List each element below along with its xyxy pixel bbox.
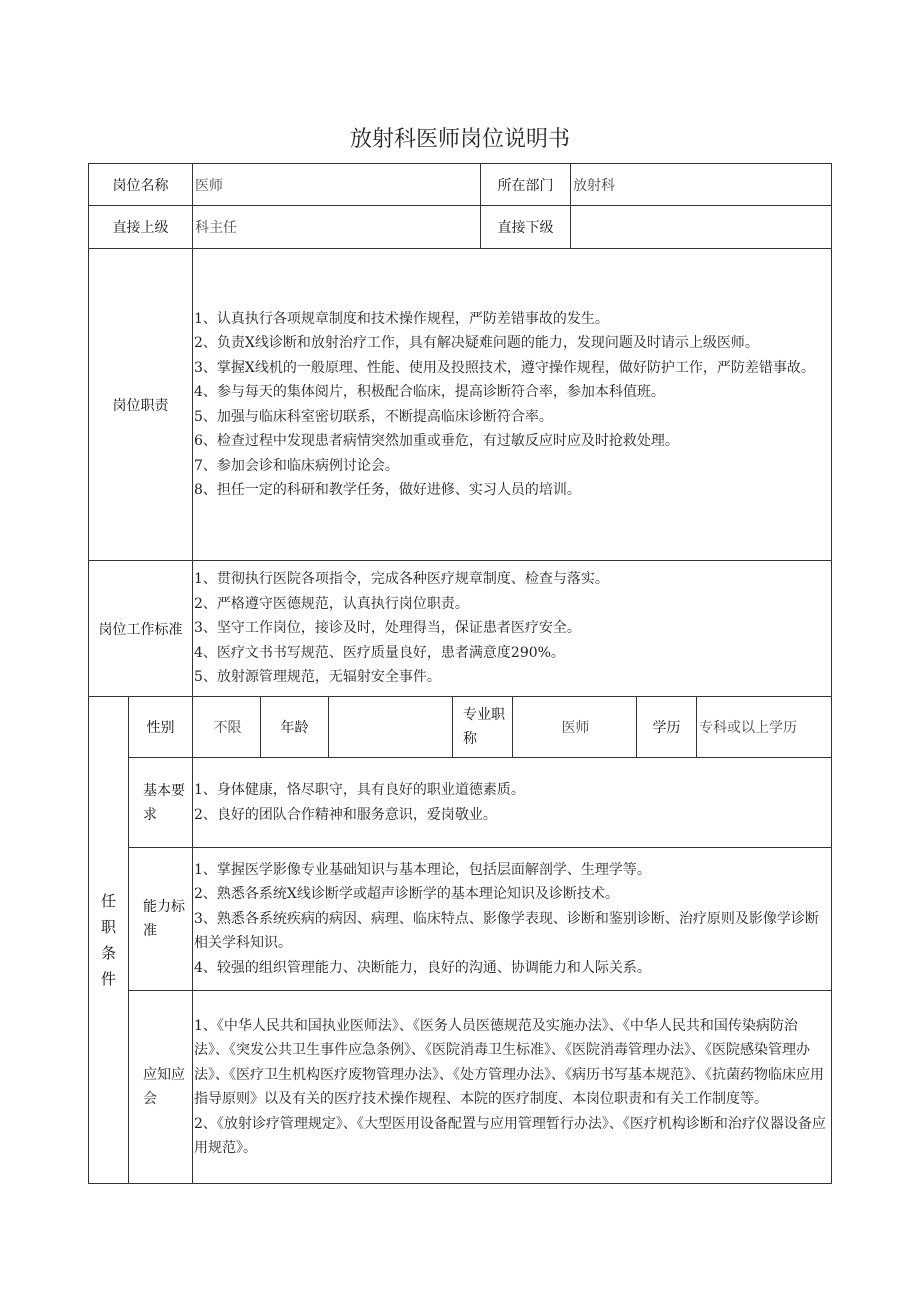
subordinate-value <box>570 205 832 249</box>
title-label: 专业职称 <box>452 696 513 758</box>
duty-item: 7、参加会诊和临床病例讨论会。 <box>194 457 399 474</box>
qualifications-label <box>88 696 129 1184</box>
duty-item: 6、检查过程中发现患者病情突然加重或垂危，有过敏反应时应及时抢救处理。 <box>194 433 679 449</box>
document-title: 放射科医师岗位说明书 <box>349 127 570 152</box>
gender-value: 不限 <box>192 696 261 758</box>
title-value: 医师 <box>512 696 637 758</box>
position-label: 岗位名称 <box>88 163 193 206</box>
subordinate-label: 直接下级 <box>480 205 571 249</box>
position-value: 医师 <box>192 163 481 206</box>
knowledge-label: 应知应会 <box>128 990 193 1184</box>
dept-label: 所在部门 <box>480 163 571 206</box>
duties-label: 岗位职责 <box>88 248 193 561</box>
edu-value: 专科或以上学历 <box>696 696 832 758</box>
ability-item: 4、较强的组织管理能力、决断能力，良好的沟通、协调能力和人际关系。 <box>194 959 651 976</box>
superior-value: 科主任 <box>192 205 481 249</box>
standard-item: 3、坚守工作岗位，接诊及时，处理得当，保证患者医疗安全。 <box>194 620 581 637</box>
standard-item: 2、严格遵守医德规范，认真执行岗位职责。 <box>194 595 469 612</box>
standard-item: 5、放射源管理规范，无辐射安全事件。 <box>194 669 441 686</box>
edu-label: 学历 <box>636 696 697 758</box>
standards-list <box>192 560 832 697</box>
ability-list <box>192 847 832 991</box>
basic-list <box>192 757 832 848</box>
age-label: 年龄 <box>260 696 329 758</box>
qual-char: 条 <box>100 944 116 962</box>
age-value <box>328 696 453 758</box>
duty-item: 3、掌握X线机的一般原理、性能、使用及投照技术，遵守操作规程，做好防护工作，严防差错事故。 <box>194 359 815 376</box>
ability-item: 2、熟悉各系统X线诊断学或超声诊断学的基本理论知识及诊断技术。 <box>194 886 619 903</box>
gender-label: 性别 <box>128 696 193 758</box>
qual-char: 任 <box>100 892 116 910</box>
basic-label: 基本要求 <box>128 757 193 848</box>
basic-item: 1、身体健康，恪尽职守，具有良好的职业道德素质。 <box>194 782 525 798</box>
qual-char: 职 <box>100 918 116 936</box>
knowledge-list <box>192 990 832 1184</box>
standard-item: 1、贯彻执行医院各项指令，完成各种医疗规章制度、检查与落实。 <box>194 571 609 588</box>
ability-item: 1、掌握医学影像专业基础知识与基本理论，包括层面解剖学、生理学等。 <box>194 861 651 878</box>
dept-value: 放射科 <box>570 163 832 206</box>
standards-label: 岗位工作标准 <box>88 560 193 697</box>
ability-label: 能力标准 <box>128 847 193 991</box>
ability-item: 3、熟悉各系统疾病的病因、病理、临床特点、影像学表现、诊断和鉴别诊断、治疗原则及影像学诊断相关学科知识。 <box>194 910 819 952</box>
duty-item: 8、担任一定的科研和教学任务，做好进修、实习人员的培训。 <box>194 482 581 498</box>
duty-item: 4、参与每天的集体阅片，积极配合临床，提高诊断符合率，参加本科值班。 <box>194 384 665 400</box>
duty-item: 2、负责X线诊断和放射治疗工作，具有解决疑难问题的能力，发现问题及时请示上级医师。 <box>194 335 759 351</box>
knowledge-item: 2、《放射诊疗管理规定》、《大型医用设备配置与应用管理暂行办法》、《医疗机构诊断和治疗仪器设备应用规范》。 <box>194 1115 826 1156</box>
duty-item: 1、认真执行各项规章制度和技术操作规程，严防差错事故的发生。 <box>194 310 609 327</box>
qual-char: 件 <box>100 970 116 988</box>
standard-item: 4、医疗文书书写规范、医疗质量良好，患者满意度290%。 <box>194 644 565 661</box>
duty-item: 5、加强与临床科室密切联系，不断提高临床诊断符合率。 <box>194 408 553 425</box>
duties-list <box>192 248 832 561</box>
knowledge-item: 1、《中华人民共和国执业医师法》、《医务人员医德规范及实施办法》、《中华人民共和国传染病防治法》、《突发公共卫生事件应急条例》、《医院消毒卫生标准》、《医院消毒管理办法》、《医院感染管理办法》、《医疗卫生机构医疗废物管理办法》、《处方管理办法》、《病历书写基本规范》、《抗菌药物临床应用指导原则》以及有关的医疗技术操作规程、本院的医疗制度、本岗位职责和有关工作制度等。 <box>194 1017 824 1107</box>
basic-item: 2、良好的团队合作精神和服务意识，爱岗敬业。 <box>194 806 497 823</box>
superior-label: 直接上级 <box>88 205 193 249</box>
